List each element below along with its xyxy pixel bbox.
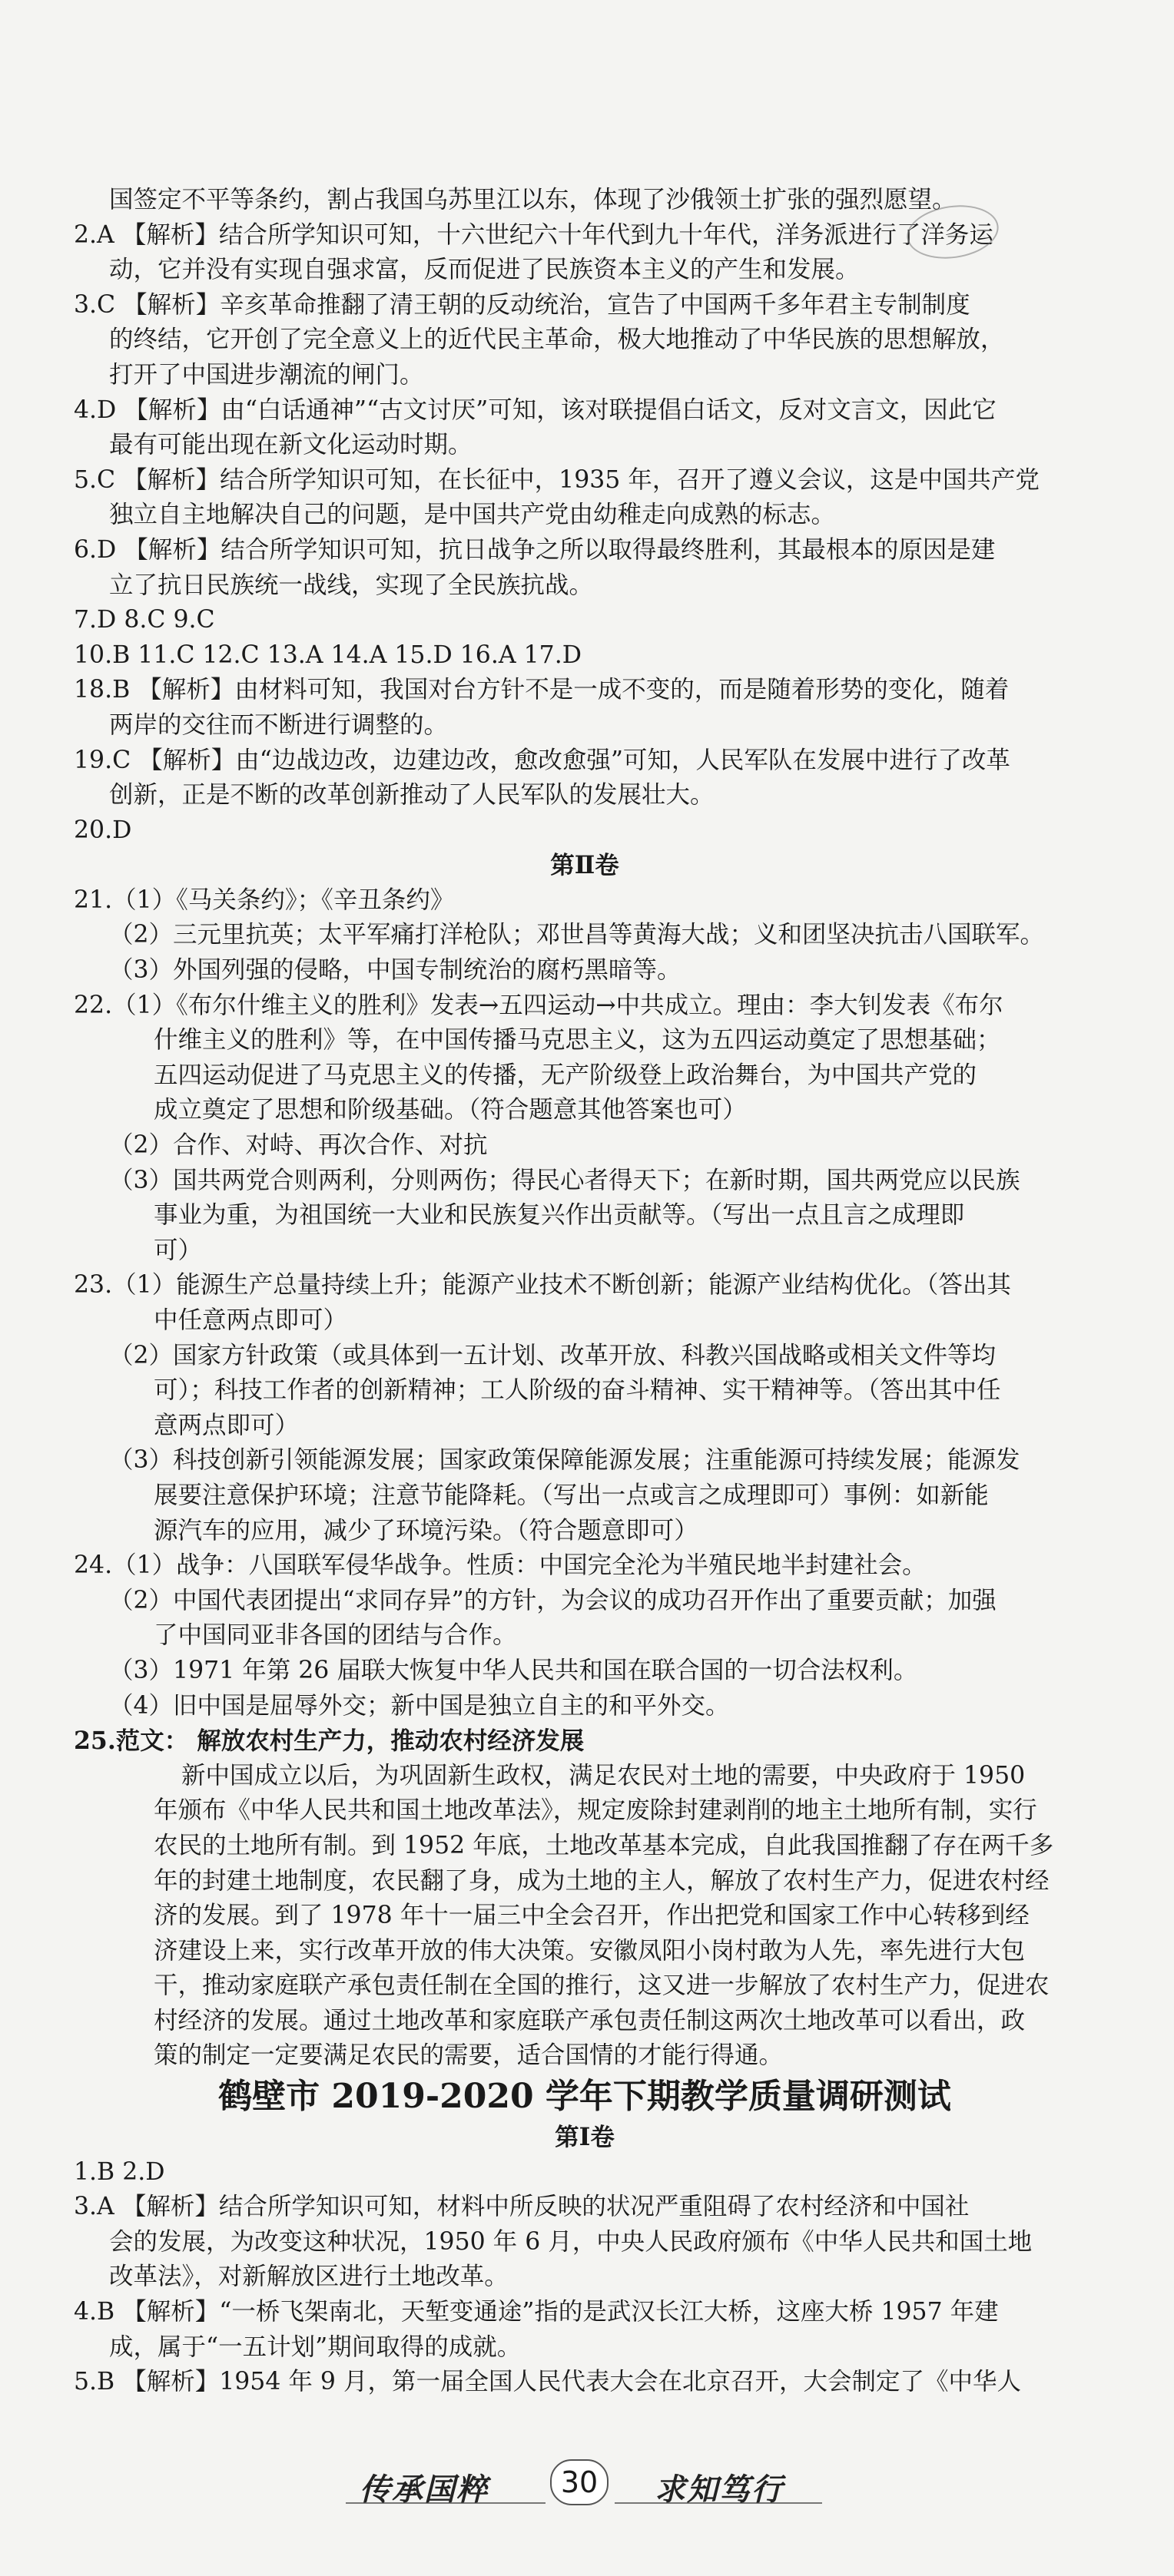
text-line: 两岸的交往而不断进行调整的。 — [109, 710, 449, 739]
page-number: 30 — [550, 2459, 609, 2505]
text-line: 3.C 【解析】辛亥革命推翻了清王朝的反动统治，宣告了中国两千多年君主专制制度 — [74, 290, 970, 319]
text-line: 5.B 【解析】1954 年 9 月，第一届全国人民代表大会在北京召开，大会制定了《中华人 — [74, 2368, 1021, 2396]
text-line: 动，它并没有实现自强求富，反而促进了民族资本主义的产生和发展。 — [109, 256, 860, 284]
text-line: （3）外国列强的侵略，中国专制统治的腐朽黑暗等。 — [109, 956, 682, 985]
text-line: 展要注意保护环境；注意节能降耗。（写出一点或言之成理即可）事例：如新能 — [154, 1481, 989, 1509]
text-line: 6.D 【解析】结合所学知识可知，抗日战争之所以取得最终胜利，其最根本的原因是建 — [74, 535, 996, 564]
text-line: 的终结，它开创了完全意义上的近代民主革命，极大地推动了中华民族的思想解放， — [109, 326, 1005, 354]
text-line: （2）三元里抗英；太平军痛打洋枪队；邓世昌等黄海大战；义和团坚决抗击八国联军。 — [109, 921, 1045, 949]
text-line: 1.B 2.D — [74, 2157, 165, 2186]
text-line: 23.（1）能源生产总量持续上升；能源产业技术不断创新；能源产业结构优化。（答出其 — [74, 1271, 1011, 1300]
text-line: 打开了中国进步潮流的闸门。 — [109, 360, 424, 389]
text-line: （4）旧中国是屈辱外交；新中国是独立自主的和平外交。 — [109, 1691, 730, 1720]
text-line: 成立奠定了思想和阶级基础。（符合题意其他答案也可） — [154, 1096, 747, 1124]
text-line: 济的发展。到了 1978 年十一届三中全会召开，作出把党和国家工作中心转移到经 — [154, 1902, 1030, 1930]
text-line: 7.D 8.C 9.C — [74, 606, 215, 634]
text-line: 20.D — [74, 816, 132, 844]
text-line: （2）合作、对峙、再次合作、对抗 — [109, 1131, 488, 1160]
text-line: （3）国共两党合则两利，分则两伤；得民心者得天下；在新时期，国共两党应以民族 — [109, 1166, 1020, 1194]
text-line: 10.B 11.C 12.C 13.A 14.A 15.D 16.A 17.D — [74, 641, 582, 669]
section-heading: 第Ⅰ卷 — [555, 2123, 615, 2152]
text-line: 年的封建土地制度，农民翻了身，成为土地的主人，解放了农村生产力，促进农村经 — [154, 1866, 1050, 1895]
text-line: 22.（1）《布尔什维主义的胜利》发表→五四运动→中共成立。理由：李大钊发表《布尔 — [74, 991, 1003, 1019]
text-line: 2.A 【解析】结合所学知识可知，十六世纪六十年代到九十年代，洋务派进行了洋务运 — [74, 220, 993, 249]
text-line: 独立自主地解决自己的问题，是中国共产党由幼稚走向成熟的标志。 — [109, 501, 836, 529]
text-line: 3.A 【解析】结合所学知识可知，材料中所反映的状况严重阻碍了农村经济和中国社 — [74, 2193, 970, 2221]
text-line: 5.C 【解析】结合所学知识可知，在长征中，1935 年，召开了遵义会议，这是中国共产党 — [74, 465, 1040, 494]
text-line: 中任意两点即可） — [154, 1306, 348, 1334]
text-line: 24.（1）战争：八国联军侵华战争。性质：中国完全沦为半殖民地半封建社会。 — [74, 1551, 927, 1580]
text-line: 可）；科技工作者的创新精神；工人阶级的奋斗精神、实干精神等。（答出其中任 — [154, 1376, 1001, 1405]
answer-text-column — [74, 183, 1096, 2400]
text-line: 改革法》，对新解放区进行土地改革。 — [109, 2263, 509, 2291]
text-line: （3）科技创新引领能源发展；国家政策保障能源发展；注重能源可持续发展；能源发 — [109, 1446, 1020, 1475]
text-line: （2）中国代表团提出“求同存异”的方针，为会议的成功召开作出了重要贡献；加强 — [109, 1586, 997, 1614]
text-line: 事业为重，为祖国统一大业和民族复兴作出贡献等。（写出一点且言之成理即 — [154, 1201, 965, 1230]
text-line: 了中国同亚非各国的团结与合作。 — [154, 1621, 517, 1650]
text-line: 创新，正是不断的改革创新推动了人民军队的发展壮大。 — [109, 781, 715, 810]
text-line: 国签定不平等条约，割占我国乌苏里江以东，体现了沙俄领土扩张的强烈愿望。 — [109, 186, 957, 214]
section-title: 鹤壁市 2019-2020 学年下期教学质量调研测试 — [218, 2077, 951, 2117]
page-footer — [0, 2455, 1174, 2516]
text-line: 19.C 【解析】由“边战边改，边建边改，愈改愈强”可知，人民军队在发展中进行了改革 — [74, 746, 1010, 774]
text-line: 21.（1）《马关条约》；《辛丑条约》 — [74, 886, 455, 914]
text-line: 25.范文： 解放农村生产力，推动农村经济发展 — [74, 1727, 585, 1756]
text-line: 成，属于“一五计划”期间取得的成就。 — [109, 2333, 522, 2361]
text-line: 济建设上来，实行改革开放的伟大决策。安徽凤阳小岗村敢为人先，率先进行大包 — [154, 1936, 1026, 1965]
text-line: 意两点即可） — [154, 1411, 300, 1439]
text-line: 农民的土地所有制。到 1952 年底，土地改革基本完成，自此我国推翻了存在两千多 — [154, 1831, 1054, 1859]
text-line: 新中国成立以后，为巩固新生政权，满足农民对土地的需要，中央政府于 1950 — [181, 1761, 1026, 1790]
text-line: 4.B 【解析】“一桥飞架南北，天堑变通途”指的是武汉长江大桥，这座大桥 1957 年建 — [74, 2298, 999, 2326]
section-heading: 第Ⅱ卷 — [550, 851, 619, 880]
text-line: 村经济的发展。通过土地改革和家庭联产承包责任制这两次土地改革可以看出，政 — [154, 2006, 1026, 2035]
text-line: 年颁布《中华人民共和国土地改革法》，规定废除封建剥削的地主土地所有制，实行 — [154, 1796, 1037, 1825]
text-line: （2）国家方针政策（或具体到一五计划、改革开放、科教兴国战略或相关文件等均 — [109, 1341, 997, 1369]
text-line: 可） — [154, 1236, 203, 1264]
text-line: 4.D 【解析】由“白话通神”“古文讨厌”可知，该对联提倡白话文，反对文言文，因此它 — [74, 396, 997, 424]
text-line: 什维主义的胜利》等，在中国传播马克思主义，这为五四运动奠定了思想基础； — [154, 1026, 1001, 1055]
footer-slogan-right: 求知笃行 — [655, 2472, 784, 2508]
footer-slogan-left: 传承国粹 — [360, 2472, 489, 2508]
text-line: 立了抗日民族统一战线，实现了全民族抗战。 — [109, 571, 594, 599]
text-line: （3）1971 年第 26 届联大恢复中华人民共和国在联合国的一切合法权利。 — [109, 1656, 918, 1684]
text-line: 18.B 【解析】由材料可知，我国对台方针不是一成不变的，而是随着形势的变化，随着 — [74, 676, 1010, 704]
text-line: 最有可能出现在新文化运动时期。 — [109, 431, 473, 459]
text-line: 会的发展，为改变这种状况，1950 年 6 月，中央人民政府颁布《中华人民共和国土地 — [109, 2227, 1033, 2256]
text-line: 策的制定一定要满足农民的需要，适合国情的才能行得通。 — [154, 2041, 784, 2070]
text-line: 源汽车的应用，减少了环境污染。（符合题意即可） — [154, 1516, 698, 1545]
text-line: 干，推动家庭联产承包责任制在全国的推行，这又进一步解放了农村生产力，促进农 — [154, 1972, 1050, 2000]
text-line: 五四运动促进了马克思主义的传播，无产阶级登上政治舞台，为中国共产党的 — [154, 1061, 977, 1089]
